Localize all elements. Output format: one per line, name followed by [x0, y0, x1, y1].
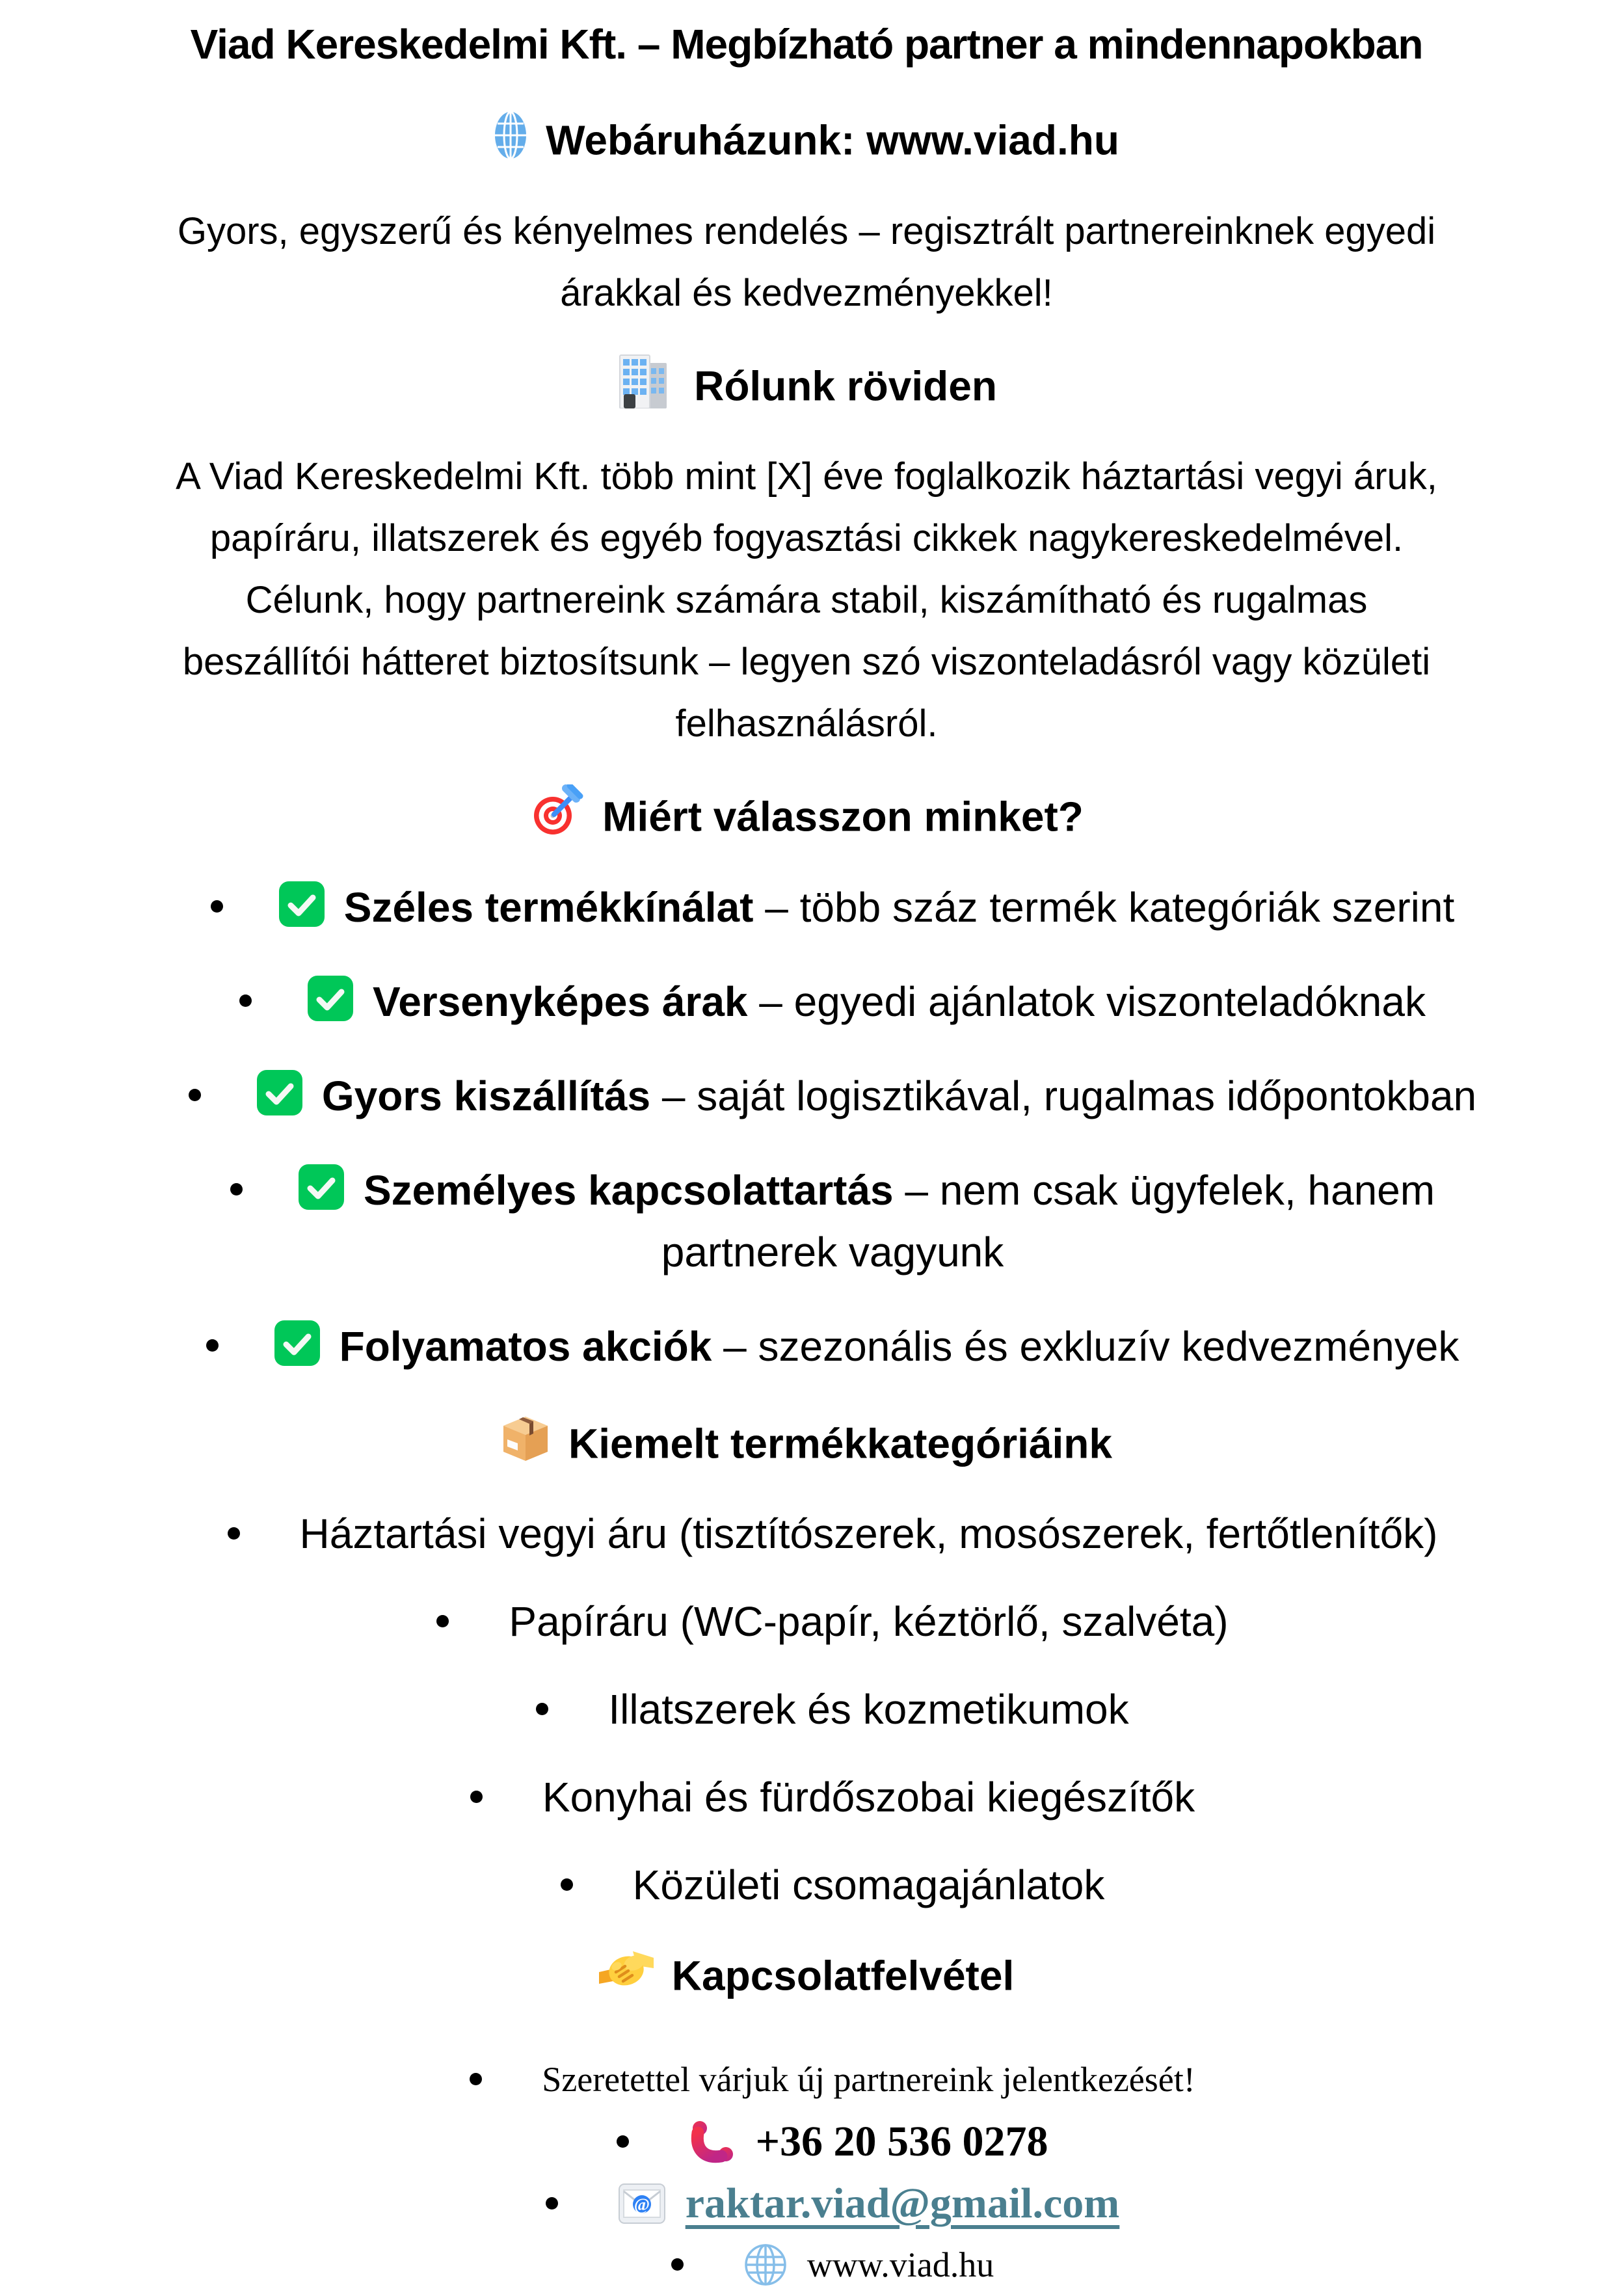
about-line: felhasználásról. — [675, 702, 938, 745]
categories-heading-label: Kiemelt termékkategóriáink — [568, 1420, 1112, 1467]
list-item-lead: Folyamatos akciók — [339, 1322, 712, 1370]
about-line: Célunk, hogy partnereink számára stabil, kiszámítható és rugalmas — [245, 579, 1368, 622]
list-item — [98, 1854, 1567, 1916]
bullet-dot — [561, 1878, 573, 1891]
contact-email — [98, 2172, 1567, 2234]
bullet-dot — [671, 2258, 684, 2271]
list-item — [98, 1591, 1567, 1653]
list-item-lead: Gyors kiszállítás — [321, 1072, 651, 1119]
contact-list — [46, 2049, 1567, 2296]
contact-website-text: www.viad.hu — [806, 2245, 994, 2284]
list-item-text: Illatszerek és kozmetikumok — [608, 1686, 1129, 1733]
about-paragraph — [46, 446, 1567, 754]
list-item-text: Háztartási vegyi áru (tisztítószerek, mosószerek, fertőtlenítők) — [299, 1510, 1438, 1558]
list-item — [98, 1065, 1567, 1127]
bullet-dot — [211, 900, 223, 913]
check-mark-icon — [299, 1164, 344, 1210]
list-item-text-wrap: partnerek vagyunk — [661, 1228, 1004, 1275]
list-item-text: Papíráru (WC-papír, kéztörlő, szalvéta) — [509, 1598, 1229, 1646]
list-item-text: – saját logisztikával, rugalmas időpontokban — [661, 1072, 1477, 1119]
bullet-dot — [617, 2135, 629, 2148]
list-item-lead: Versenyképes árak — [373, 978, 748, 1025]
check-mark-icon — [274, 1320, 320, 1366]
list-item — [98, 1160, 1567, 1283]
bullet-dot — [536, 1703, 548, 1715]
check-mark-icon — [308, 976, 353, 1021]
intro-line: árakkal és kedvezményekkel! — [560, 271, 1053, 314]
list-item — [98, 1767, 1567, 1828]
webshop-heading — [46, 107, 1567, 172]
bullet-dot — [436, 1615, 449, 1627]
why-list — [46, 877, 1567, 1378]
list-item — [98, 1316, 1567, 1378]
handshake-icon — [599, 1946, 654, 1996]
contact-website — [98, 2234, 1567, 2296]
bullet-dot — [470, 1791, 483, 1803]
list-item — [98, 877, 1567, 939]
list-item-text: – szezonális és exkluzív kedvezmények — [723, 1322, 1460, 1370]
bullet-dot — [189, 1089, 201, 1101]
about-heading-label: Rólunk röviden — [694, 362, 997, 410]
list-item-lead: Széles termékkínálat — [343, 883, 754, 931]
webshop-heading-label: Webáruházunk: www.viad.hu — [546, 116, 1119, 164]
check-mark-icon — [279, 881, 325, 927]
about-line: A Viad Kereskedelmi Kft. több mint [X] éve foglalkozik háztartási vegyi áruk, — [176, 455, 1437, 498]
categories-list — [46, 1503, 1567, 1916]
why-heading — [46, 783, 1567, 848]
package-icon — [501, 1415, 550, 1462]
email-link[interactable]: raktar.viad@gmail.com — [685, 2179, 1120, 2227]
contact-phone-text: +36 20 536 0278 — [755, 2117, 1048, 2165]
svg-text:@: @ — [633, 2195, 650, 2214]
globe-icon — [743, 2243, 788, 2287]
list-item — [98, 971, 1567, 1033]
categories-heading — [46, 1410, 1567, 1475]
list-item-text: – nem csak ügyfelek, hanem — [905, 1166, 1435, 1214]
bullet-dot — [228, 1527, 240, 1540]
list-item-text: – egyedi ajánlatok viszonteladóknak — [759, 978, 1426, 1025]
check-mark-icon — [257, 1070, 302, 1115]
bullet-dot — [470, 2073, 482, 2085]
about-heading — [46, 353, 1567, 418]
list-item-text: Közületi csomagajánlatok — [632, 1862, 1105, 1909]
about-line: beszállítói hátteret biztosítsunk – legyen szó viszonteladásról vagy közületi — [182, 641, 1431, 684]
office-building-icon — [616, 354, 676, 408]
contact-heading-label: Kapcsolatfelvétel — [671, 1952, 1015, 1999]
intro-line: Gyors, egyszerű és kényelmes rendelés – regisztrált partnereinknek egyedi — [177, 209, 1436, 252]
list-item-text: – több száz termék kategóriák szerint — [765, 883, 1455, 931]
bullet-dot — [239, 994, 252, 1007]
globe-icon — [494, 111, 527, 160]
list-item — [98, 1679, 1567, 1741]
why-heading-label: Miért válasszon minket? — [602, 793, 1084, 840]
bullet-dot — [230, 1183, 243, 1195]
bullet-dot — [206, 1339, 219, 1352]
bullet-dot — [546, 2197, 558, 2209]
intro-paragraph — [46, 200, 1567, 324]
list-item-lead: Személyes kapcsolattartás — [363, 1166, 894, 1214]
about-line: papíráru, illatszerek és egyéb fogyasztási cikkek nagykereskedelmével. — [209, 517, 1404, 560]
list-item-text: Konyhai és fürdőszobai kiegészítők — [542, 1774, 1195, 1821]
contact-phone — [98, 2111, 1567, 2172]
contact-note — [98, 2049, 1567, 2111]
contact-note-text: Szeretettel várjuk új partnereink jelentkezését! — [542, 2059, 1195, 2099]
list-item — [98, 1503, 1567, 1565]
target-icon — [529, 784, 584, 839]
email-icon — [618, 2181, 666, 2226]
page-title: Viad Kereskedelmi Kft. – Megbízható partner a mindennapokban — [190, 21, 1423, 68]
contact-heading — [46, 1942, 1567, 2007]
phone-icon — [689, 2118, 736, 2165]
